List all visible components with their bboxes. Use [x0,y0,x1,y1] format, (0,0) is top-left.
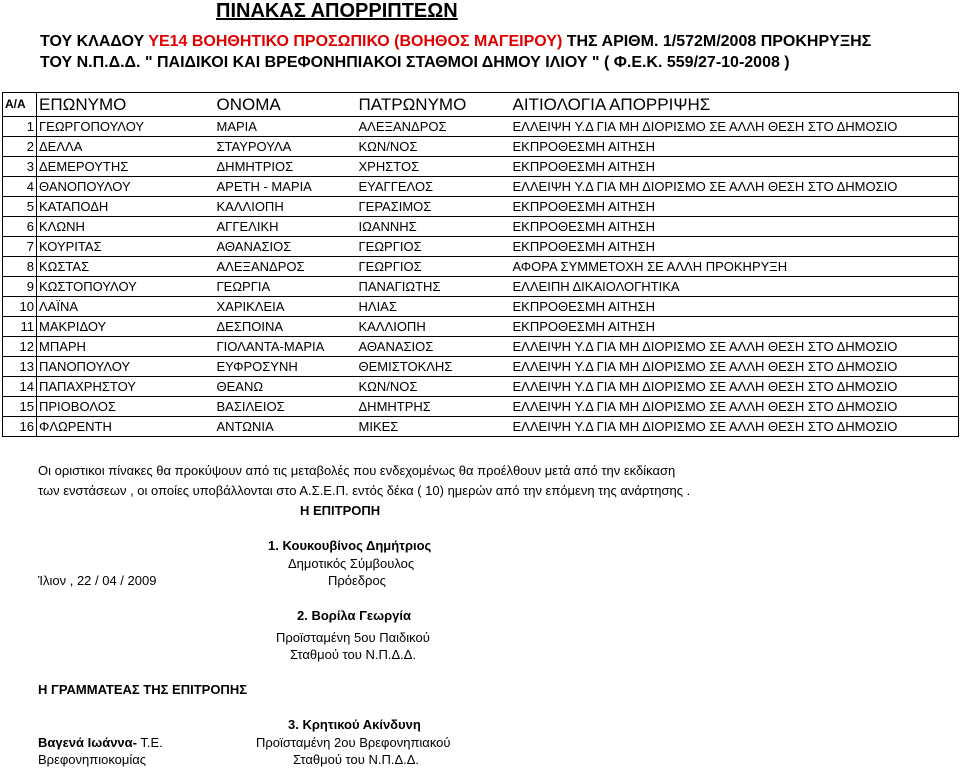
member-3-role-1: Προϊσταμένη 2ου Βρεφονηπιακού [256,735,451,750]
first-name: ΒΑΣΙΛΕΙΟΣ [215,397,357,417]
fathers-name: ΕΥΑΓΓΕΛΟΣ [357,177,511,197]
table-row [3,397,959,417]
member-1-name: 1. Κουκουβίνος Δημήτριος [268,538,432,553]
first-name: ΑΘΑΝΑΣΙΟΣ [215,237,357,257]
fathers-name: ΓΕΩΡΓΙΟΣ [357,237,511,257]
table-row [3,297,959,317]
table-row [3,417,959,437]
rejection-reason: ΕΛΛΕΙΨΗ Υ.Δ ΓΙΑ ΜΗ ΔΙΟΡΙΣΜΟ ΣΕ ΑΛΛΗ ΘΕΣΗ ΣΤΟ ΔΗΜΟΣΙΟ [511,357,959,377]
rejection-table [2,92,959,437]
rejection-reason: ΕΚΠΡΟΘΕΣΜΗ ΑΙΤΗΣΗ [511,317,959,337]
table-row [3,137,959,157]
fathers-name: ΑΘΑΝΑΣΙΟΣ [357,337,511,357]
table-row [3,357,959,377]
row-number: 7 [3,237,37,257]
surname: ΓΕΩΡΓΟΠΟΥΛΟΥ [37,117,215,137]
surname: ΚΛΩΝΗ [37,217,215,237]
row-number: 6 [3,217,37,237]
member-3-name: 3. Κρητικού Ακίνδυνη [288,717,421,732]
surname: ΜΠΑΡΗ [37,337,215,357]
member-1-role-2: Πρόεδρος [328,573,386,588]
fathers-name: ΗΛΙΑΣ [357,297,511,317]
first-name: ΑΡΕΤΗ - ΜΑΡΙΑ [215,177,357,197]
rejection-reason: ΕΛΛΕΙΨΗ Υ.Δ ΓΙΑ ΜΗ ΔΙΟΡΙΣΜΟ ΣΕ ΑΛΛΗ ΘΕΣΗ ΣΤΟ ΔΗΜΟΣΙΟ [511,117,959,137]
secretary-name-text: Βαγενά Ιωάννα- [38,735,137,750]
first-name: ΔΗΜΗΤΡΙΟΣ [215,157,357,177]
fathers-name: ΚΩΝ/ΝΟΣ [357,137,511,157]
secretary-title: Τ.Ε. [136,735,163,750]
column-header-surname: ΕΠΩΝΥΜΟ [37,93,215,117]
surname: ΠΑΠΑΧΡΗΣΤΟΥ [37,377,215,397]
member-2-role-2: Σταθμού του Ν.Π.Δ.Δ. [290,647,417,662]
fathers-name: ΚΑΛΛΙΟΠΗ [357,317,511,337]
rejection-reason: ΕΛΛΕΙΨΗ Υ.Δ ΓΙΑ ΜΗ ΔΙΟΡΙΣΜΟ ΣΕ ΑΛΛΗ ΘΕΣΗ ΣΤΟ ΔΗΜΟΣΙΟ [511,337,959,357]
secretary-name [38,734,163,751]
rejection-reason: ΕΛΛΕΙΨΗ Υ.Δ ΓΙΑ ΜΗ ΔΙΟΡΙΣΜΟ ΣΕ ΑΛΛΗ ΘΕΣΗ ΣΤΟ ΔΗΜΟΣΙΟ [511,417,959,437]
rejection-reason: ΕΚΠΡΟΘΕΣΜΗ ΑΙΤΗΣΗ [511,217,959,237]
surname: ΦΛΩΡΕΝΤΗ [37,417,215,437]
table-row [3,317,959,337]
fathers-name: ΓΕΩΡΓΙΟΣ [357,257,511,277]
first-name: ΧΑΡΙΚΛΕΙΑ [215,297,357,317]
fathers-name: ΜΙΚΕΣ [357,417,511,437]
column-header-fathers-name: ΠΑΤΡΩΝΥΜΟ [357,93,511,117]
rejection-reason: ΕΚΠΡΟΘΕΣΜΗ ΑΙΤΗΣΗ [511,157,959,177]
surname: ΜΑΚΡΙΔΟΥ [37,317,215,337]
rejection-reason: ΕΚΠΡΟΘΕΣΜΗ ΑΙΤΗΣΗ [511,137,959,157]
row-number: 4 [3,177,37,197]
first-name: ΓΙΟΛΑΝΤΑ-ΜΑΡΙΑ [215,337,357,357]
first-name: ΣΤΑΥΡΟΥΛΑ [215,137,357,157]
column-header-aa: Α/Α [3,93,37,117]
table-row [3,177,959,197]
rejection-reason: ΕΛΛΕΙΨΗ Υ.Δ ΓΙΑ ΜΗ ΔΙΟΡΙΣΜΟ ΣΕ ΑΛΛΗ ΘΕΣΗ ΣΤΟ ΔΗΜΟΣΙΟ [511,377,959,397]
surname: ΚΑΤΑΠΟΔΗ [37,197,215,217]
rejection-reason: ΕΛΛΕΙΨΗ Υ.Δ ΓΙΑ ΜΗ ΔΙΟΡΙΣΜΟ ΣΕ ΑΛΛΗ ΘΕΣΗ ΣΤΟ ΔΗΜΟΣΙΟ [511,177,959,197]
header-line-2: ΤΟΥ Ν.Π.Δ.Δ. " ΠΑΙΔΙΚΟΙ ΚΑΙ ΒΡΕΦΟΝΗΠΙΑΚΟΙ ΣΤΑΘΜΟΙ ΔΗΜΟΥ ΙΛΙΟΥ " ( Φ.Ε.Κ. 559/27-10-2008 ) [40,54,790,71]
table-row [3,217,959,237]
secretary-heading: Η ΓΡΑΜΜΑΤΕΑΣ ΤΗΣ ΕΠΙΤΡΟΠΗΣ [38,682,248,697]
surname: ΚΩΣΤΑΣ [37,257,215,277]
rejection-reason: ΕΚΠΡΟΘΕΣΜΗ ΑΙΤΗΣΗ [511,237,959,257]
row-number: 5 [3,197,37,217]
surname: ΠΡΙΟΒΟΛΟΣ [37,397,215,417]
header-line-1-red: ΥΕ14 ΒΟΗΘΗΤΙΚΟ ΠΡΟΣΩΠΙΚΟ (ΒΟΗΘΟΣ ΜΑΓΕΙΡΟΥ) [148,33,563,50]
fathers-name: ΓΕΡΑΣΙΜΟΣ [357,197,511,217]
fathers-name: ΔΗΜΗΤΡΗΣ [357,397,511,417]
first-name: ΓΕΩΡΓΙΑ [215,277,357,297]
surname: ΚΟΥΡΙΤΑΣ [37,237,215,257]
header-line-1-a: ΤΟΥ ΚΛΑΔΟΥ [40,33,149,50]
table-header-row [3,93,959,117]
rejection-reason: ΕΛΛΕΙΨΗ Υ.Δ ΓΙΑ ΜΗ ΔΙΟΡΙΣΜΟ ΣΕ ΑΛΛΗ ΘΕΣΗ ΣΤΟ ΔΗΜΟΣΙΟ [511,397,959,417]
footer-note-line-2: των ενστάσεων , οι οποίες υποβάλλονται στο Α.Σ.Ε.Π. εντός δέκα ( 10) ημερών από την επόμενη της ανάρτησης . [38,483,691,498]
member-2-name: 2. Βορίλα Γεωργία [297,608,411,623]
fathers-name: ΘΕΜΙΣΤΟΚΛΗΣ [357,357,511,377]
table-row [3,337,959,357]
first-name: ΚΑΛΛΙΟΠΗ [215,197,357,217]
header-line-1-b: ΤΗΣ ΑΡΙΘΜ. 1/572Μ/2008 ΠΡΟΚΗΡΥΞΗΣ [562,33,872,50]
surname: ΠΑΝΟΠΟΥΛΟΥ [37,357,215,377]
first-name: ΑΛΕΞΑΝΔΡΟΣ [215,257,357,277]
member-1-role-1: Δημοτικός Σύμβουλος [288,556,415,571]
row-number: 1 [3,117,37,137]
first-name: ΜΑΡΙΑ [215,117,357,137]
row-number: 12 [3,337,37,357]
footer-note-line-1: Οι οριστικοι πίνακες θα προκύψουν από τις μεταβολές που ενδεχομένως θα προέλθουν μετά από την εκδίκαση [38,463,676,478]
table-row [3,237,959,257]
surname: ΛΑΪΝΑ [37,297,215,317]
surname: ΔΕΜΕΡΟΥΤΗΣ [37,157,215,177]
fathers-name: ΧΡΗΣΤΟΣ [357,157,511,177]
rejection-reason: ΕΛΛΕΙΠΗ ΔΙΚΑΙΟΛΟΓΗΤΙΚΑ [511,277,959,297]
table-row [3,117,959,137]
committee-heading: Η ΕΠΙΤΡΟΠΗ [300,503,381,518]
row-number: 13 [3,357,37,377]
row-number: 10 [3,297,37,317]
table-row [3,157,959,177]
column-header-name: ΟΝΟΜΑ [215,93,357,117]
row-number: 14 [3,377,37,397]
row-number: 8 [3,257,37,277]
fathers-name: ΠΑΝΑΓΙΩΤΗΣ [357,277,511,297]
member-3-role-2: Σταθμού του Ν.Π.Δ.Δ. [293,752,420,767]
first-name: ΑΓΓΕΛΙΚΗ [215,217,357,237]
row-number: 16 [3,417,37,437]
header-line-1 [40,32,871,52]
surname: ΘΑΝΟΠΟΥΛΟΥ [37,177,215,197]
first-name: ΘΕΑΝΩ [215,377,357,397]
row-number: 9 [3,277,37,297]
table-row [3,277,959,297]
row-number: 15 [3,397,37,417]
page-title: ΠΙΝΑΚΑΣ ΑΠΟΡΡΙΠΤΕΩΝ [216,0,458,22]
first-name: ΔΕΣΠΟΙΝΑ [215,317,357,337]
rejection-reason: ΑΦΟΡΑ ΣΥΜΜΕΤΟΧΗ ΣΕ ΑΛΛΗ ΠΡΟΚΗΡΥΞΗ [511,257,959,277]
fathers-name: ΙΩΑΝΝΗΣ [357,217,511,237]
first-name: ΑΝΤΩΝΙΑ [215,417,357,437]
table-row [3,377,959,397]
table-body [3,117,959,437]
member-2-role-1: Προϊσταμένη 5ου Παιδικού [276,630,430,645]
table-row [3,197,959,217]
rejection-reason: ΕΚΠΡΟΘΕΣΜΗ ΑΙΤΗΣΗ [511,297,959,317]
surname: ΚΩΣΤΟΠΟΥΛΟΥ [37,277,215,297]
fathers-name: ΑΛΕΞΑΝΔΡΟΣ [357,117,511,137]
column-header-reason: ΑΙΤΙΟΛΟΓΙΑ ΑΠΟΡΡΙΨΗΣ [511,93,959,117]
secretary-role: Βρεφονηπιοκομίας [38,752,147,767]
table-row [3,257,959,277]
fathers-name: ΚΩΝ/ΝΟΣ [357,377,511,397]
row-number: 2 [3,137,37,157]
row-number: 11 [3,317,37,337]
date: Ίλιον , 22 / 04 / 2009 [38,573,157,588]
rejection-reason: ΕΚΠΡΟΘΕΣΜΗ ΑΙΤΗΣΗ [511,197,959,217]
first-name: ΕΥΦΡΟΣΥΝΗ [215,357,357,377]
surname: ΔΕΛΛΑ [37,137,215,157]
row-number: 3 [3,157,37,177]
